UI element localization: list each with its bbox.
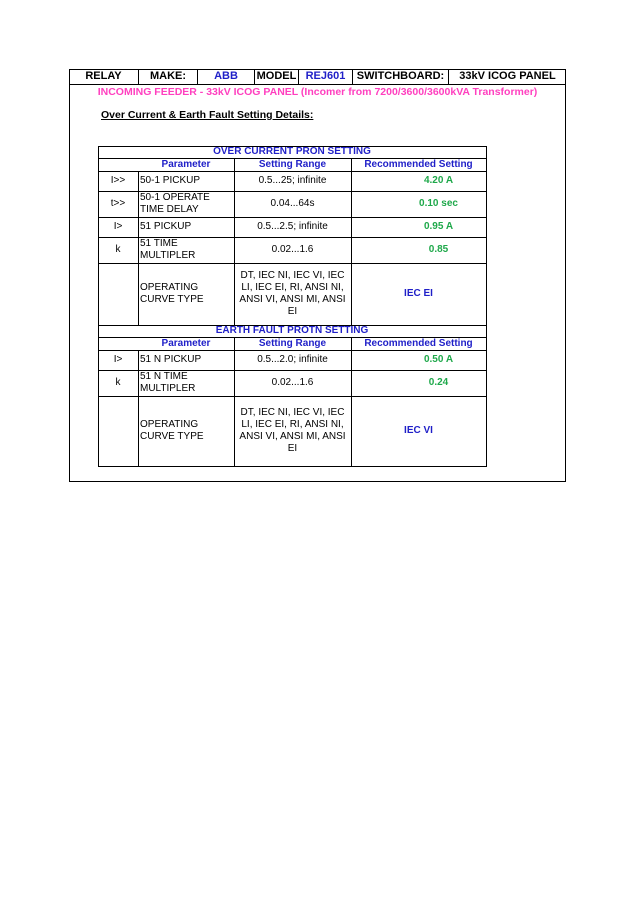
grid-line <box>234 370 235 396</box>
row-recommended: 0.10 sec <box>419 198 458 209</box>
grid-line <box>351 263 352 325</box>
row-parameter: 51 TIME MULTIPLER <box>140 238 196 261</box>
row-recommended: 0.24 <box>428 377 449 388</box>
row-parameter: 51 PICKUP <box>140 221 192 232</box>
row-symbol: k <box>115 244 121 255</box>
row-parameter: 50-1 PICKUP <box>140 175 201 186</box>
row-recommended: 0.85 <box>428 244 449 255</box>
row-symbol: I>> <box>110 175 126 186</box>
grid-line <box>138 396 139 466</box>
grid-line <box>138 237 139 263</box>
grid-line <box>234 337 235 350</box>
row-symbol: I> <box>113 221 123 232</box>
section-title: Over Current & Earth Fault Setting Details: <box>101 109 314 121</box>
grid-line <box>138 350 139 370</box>
grid-line <box>98 146 99 326</box>
row-recommended: 0.95 A <box>423 221 454 232</box>
row-parameter: 50-1 OPERATE TIME DELAY <box>140 192 210 215</box>
row-range: 0.5...2.0; infinite <box>257 354 328 365</box>
switchboard-value: 33kV ICOG PANEL <box>459 70 556 82</box>
grid-line <box>234 158 235 171</box>
grid-line <box>351 350 352 370</box>
grid-line <box>138 263 139 325</box>
make-value: ABB <box>197 69 255 84</box>
row-parameter: 51 N TIME MULTIPLER <box>140 371 196 394</box>
grid-line <box>351 370 352 396</box>
grid-line <box>351 337 352 350</box>
row-symbol <box>98 263 138 325</box>
relay-label: RELAY <box>69 69 139 84</box>
grid-line <box>351 396 352 466</box>
row-parameter: 51 N PICKUP <box>140 354 202 365</box>
grid-line <box>98 466 487 467</box>
header-row <box>69 69 566 85</box>
switchboard-label: SWITCHBOARD: <box>353 69 449 84</box>
row-recommended: 0.50 A <box>423 354 454 365</box>
row-recommended: IEC VI <box>404 425 433 436</box>
model-value: REJ601 <box>299 69 353 84</box>
grid-line <box>486 146 487 326</box>
row-range: DT, IEC NI, IEC VI, IEC LI, IEC EI, RI, ANSI NI, ANSI VI, ANSI MI, ANSI EI <box>239 407 346 454</box>
grid-line <box>234 350 235 370</box>
row-range: 0.5...25; infinite <box>258 175 327 186</box>
grid-line <box>351 191 352 217</box>
grid-line <box>234 191 235 217</box>
grid-line <box>138 217 139 237</box>
row-recommended: 4.20 A <box>423 175 454 186</box>
grid-line <box>486 325 487 467</box>
make-label: MAKE: <box>149 70 187 82</box>
grid-line <box>234 217 235 237</box>
grid-line <box>138 171 139 191</box>
grid-line <box>98 325 99 467</box>
grid-line <box>138 370 139 396</box>
grid-line <box>234 263 235 325</box>
column-header-range: Setting Range <box>258 158 327 170</box>
grid-line <box>234 396 235 466</box>
grid-line <box>234 171 235 191</box>
row-recommended: IEC EI <box>404 288 433 299</box>
grid-line <box>351 171 352 191</box>
row-range: 0.02...1.6 <box>271 377 314 388</box>
row-parameter: OPERATING CURVE TYPE <box>140 282 204 305</box>
row-range: DT, IEC NI, IEC VI, IEC LI, IEC EI, RI, ANSI NI, ANSI VI, ANSI MI, ANSI EI <box>239 270 346 317</box>
column-header-range: Setting Range <box>258 337 327 349</box>
column-header-recommended: Recommended Setting <box>364 337 473 349</box>
row-range: 0.02...1.6 <box>271 244 314 255</box>
overcurrent-title: OVER CURRENT PRON SETTING <box>213 146 371 157</box>
column-header-parameter: Parameter <box>161 158 211 170</box>
grid-line <box>351 158 352 171</box>
feeder-subtitle: INCOMING FEEDER - 33kV ICOG PANEL (Incomer from 7200/3600/3600kVA Transformer) <box>97 86 538 98</box>
row-parameter: OPERATING CURVE TYPE <box>140 419 204 442</box>
grid-line <box>351 217 352 237</box>
grid-line <box>138 191 139 217</box>
row-range: 0.04...64s <box>270 198 315 209</box>
row-range: 0.5...2.5; infinite <box>257 221 328 232</box>
column-header-recommended: Recommended Setting <box>364 158 473 170</box>
column-header-parameter: Parameter <box>161 337 211 349</box>
earthfault-title: EARTH FAULT PROTN SETTING <box>215 325 369 336</box>
model-label: MODEL <box>255 69 299 84</box>
grid-line <box>234 237 235 263</box>
grid-line <box>351 237 352 263</box>
row-symbol: I> <box>113 354 123 365</box>
row-symbol: t>> <box>110 198 126 209</box>
row-symbol: k <box>115 377 121 388</box>
row-symbol <box>98 396 138 466</box>
